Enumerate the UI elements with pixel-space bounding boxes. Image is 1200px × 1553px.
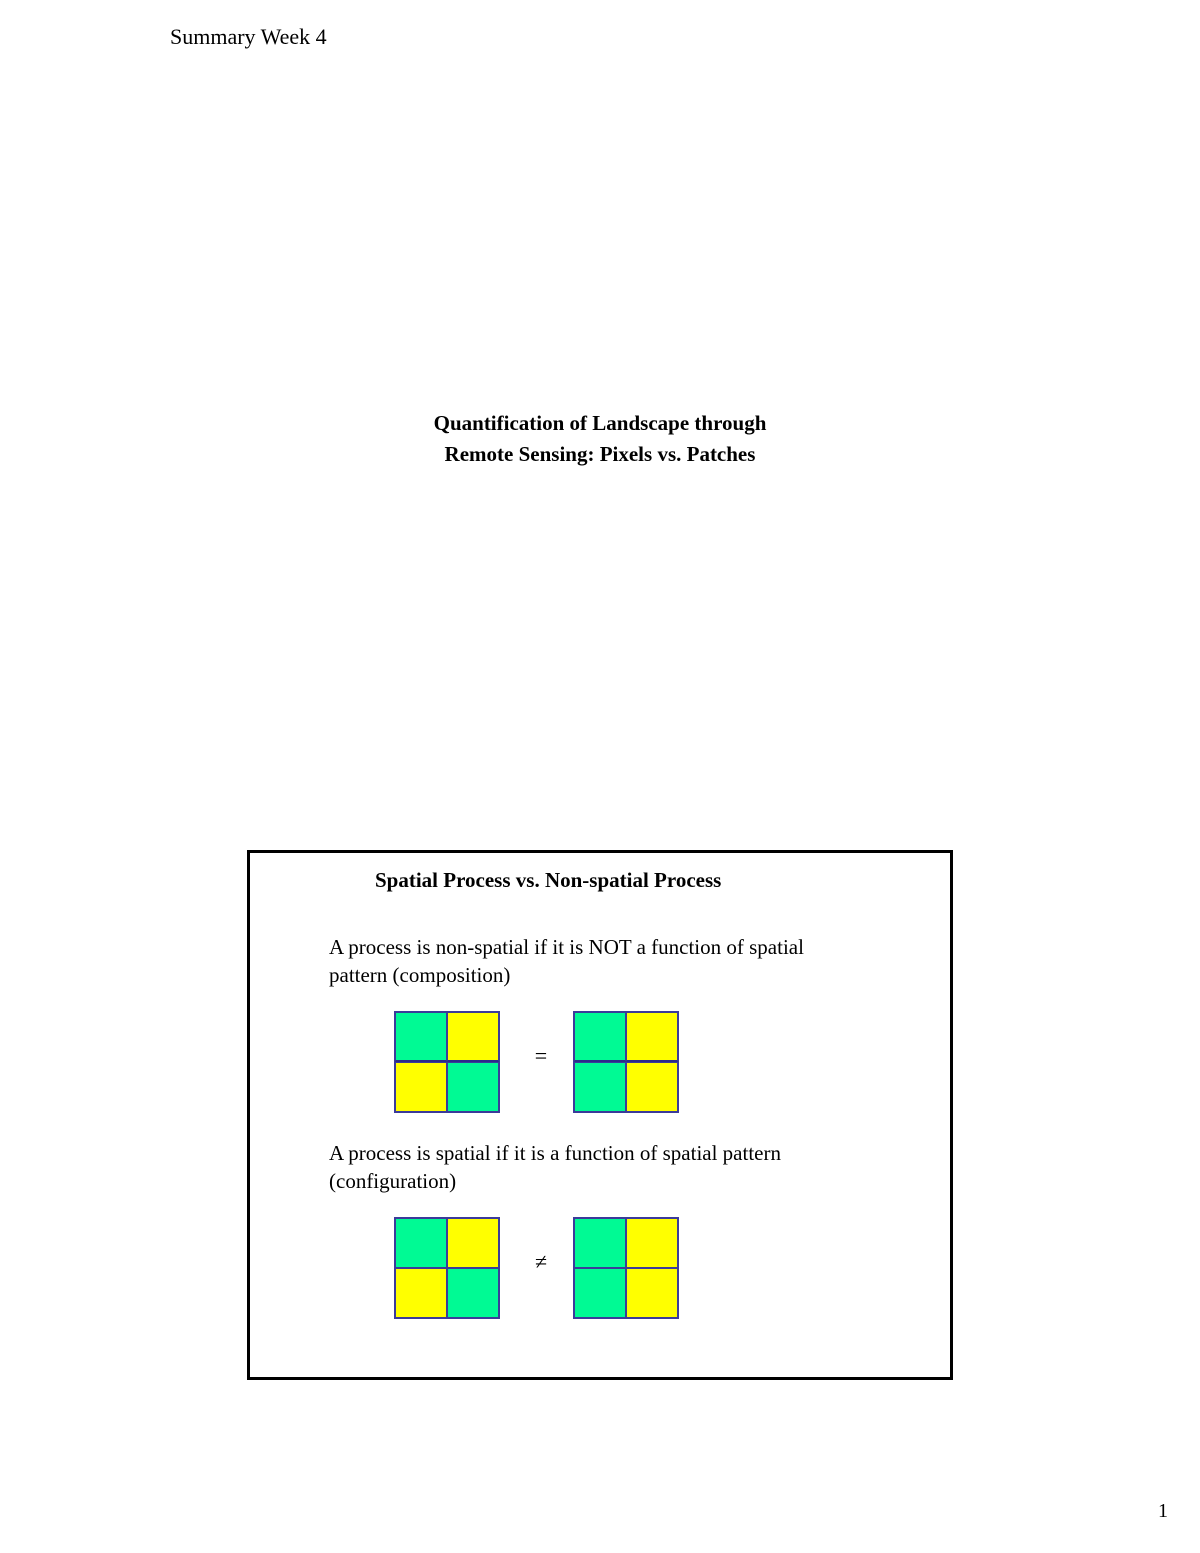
grid-cell — [447, 1218, 499, 1268]
page-title-line-1: Quantification of Landscape through — [433, 411, 767, 435]
grid-cell — [447, 1012, 499, 1062]
grid-cell — [395, 1012, 447, 1062]
configuration-grid-left — [394, 1217, 500, 1319]
grid-cell — [395, 1218, 447, 1268]
grid-cell — [395, 1062, 447, 1112]
spatial-definition — [329, 1139, 889, 1195]
spatial-definition-line-1: A process is spatial if it is a function of spatial pattern — [329, 1141, 781, 1165]
grid-cell — [395, 1268, 447, 1318]
grid-cell — [447, 1268, 499, 1318]
grid-cell — [447, 1062, 499, 1112]
spatial-definition-line-2: (configuration) — [329, 1169, 457, 1193]
grid-cell — [626, 1012, 678, 1062]
grid-cell — [574, 1218, 626, 1268]
grid-cell — [574, 1012, 626, 1062]
grid-cell — [626, 1062, 678, 1112]
slide-title: Spatial Process vs. Non-spatial Process — [375, 868, 722, 892]
nonspatial-definition-line-2: pattern (composition) — [329, 963, 511, 987]
composition-grid-right — [573, 1011, 679, 1113]
grid-cell — [574, 1062, 626, 1112]
slide-thumbnail — [247, 850, 953, 1380]
grid-cell — [626, 1268, 678, 1318]
page-title-line-2: Remote Sensing: Pixels vs. Patches — [444, 442, 756, 466]
equals-sign: = — [534, 1043, 548, 1068]
configuration-grid-right — [573, 1217, 679, 1319]
not-equal-sign: ≠ — [534, 1249, 548, 1274]
nonspatial-definition — [329, 933, 889, 989]
grid-cell — [626, 1218, 678, 1268]
nonspatial-definition-line-1: A process is non-spatial if it is NOT a function of spatial — [329, 935, 804, 959]
page-title — [0, 408, 1200, 470]
page-number: 1 — [1158, 1500, 1168, 1522]
composition-grid-left — [394, 1011, 500, 1113]
running-header: Summary Week 4 — [170, 24, 327, 49]
grid-cell — [574, 1268, 626, 1318]
